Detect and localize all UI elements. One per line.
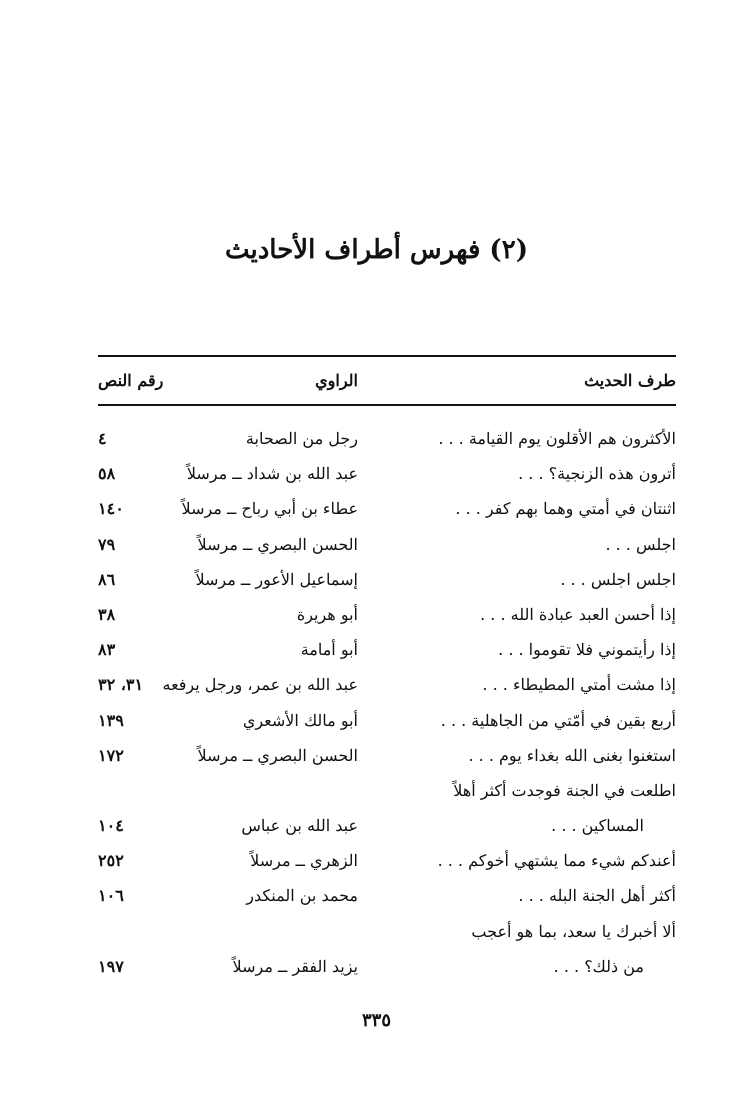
hadith-text: أكثر أهل الجنة البله . . . [518,886,676,906]
text-number: ١٠٤ [98,816,124,836]
table-row [98,421,676,456]
hadith-text: اجلس . . . [605,534,676,554]
table-header [98,364,676,398]
hadith-text-continuation: المساكين . . . [551,816,644,836]
hadith-text: استغنوا بغنى الله بغداء يوم . . . [468,745,676,765]
header-bottom-rule [98,404,676,406]
header-top-rule [98,355,676,357]
text-number: ١٤٠ [98,499,124,519]
hadith-text: أترون هذه الزنجية؟ . . . [518,464,676,484]
column-header-narrator: الراوي [315,371,358,390]
column-header-hadith: طرف الحديث [584,371,676,390]
table-row [98,597,676,632]
text-number: ٣١، ٣٢ [98,675,144,695]
text-number: ١٧٢ [98,745,124,765]
text-number: ٤ [98,429,107,448]
hadith-text: اثنتان في أمتي وهما بهم كفر . . . [455,499,676,519]
text-number: ١٣٩ [98,710,124,730]
text-number: ٨٦ [98,569,116,589]
hadith-text-continuation: من ذلك؟ . . . [553,956,644,976]
hadith-text: اطلعت في الجنة فوجدت أكثر أهلاً [453,780,676,800]
narrator: أبو أمامة [300,640,358,660]
hadith-text: أعندكم شيء مما يشتهي أخوكم . . . [437,851,676,871]
table-row [98,491,676,526]
text-number: ٢٥٢ [98,851,124,871]
narrator: الحسن البصري ــ مرسلاً [197,534,358,554]
narrator: أبو مالك الأشعري [242,710,358,730]
text-number: ١٠٦ [98,886,124,906]
narrator: عبد الله بن عمر، ورجل يرفعه [162,675,358,695]
narrator: أبو هريرة [296,604,358,624]
hadith-text: إذا مشت أمتي المطيطاء . . . [482,675,676,695]
table-row [98,527,676,562]
narrator: إسماعيل الأعور ــ مرسلاً [195,569,358,589]
text-number: ٨٣ [98,640,116,660]
page-title: (٢) فهرس أطراف الأحاديث [224,235,529,265]
narrator: الزهري ــ مرسلاً [250,851,358,871]
hadith-text: أربع بقين في أمّتي من الجاهلية . . . [440,710,676,730]
hadith-text: إذا رأيتموني فلا تقوموا . . . [498,640,676,660]
table-row [98,808,676,843]
hadith-text: إذا أحسن العبد عبادة الله . . . [480,604,676,624]
column-header-number: رقم النص [98,371,164,390]
page-number: ٣٣٥ [361,1010,391,1031]
text-number: ٣٨ [98,604,116,624]
table-row [98,632,676,667]
narrator: عبد الله بن شداد ــ مرسلاً [186,464,358,484]
hadith-text: الأكثرون هم الأقلون يوم القيامة . . . [438,429,676,448]
text-number: ٧٩ [98,534,116,554]
table-row [98,738,676,773]
narrator: عطاء بن أبي رباح ــ مرسلاً [181,499,358,519]
index-table [98,421,676,984]
narrator: عبد الله بن عباس [241,816,358,836]
table-row [98,562,676,597]
table-row [98,949,676,984]
table-row [98,667,676,702]
narrator: رجل من الصحابة [245,429,358,448]
hadith-text: ألا أخبرك يا سعد، بما هو أعجب [471,921,676,941]
narrator: الحسن البصري ــ مرسلاً [197,745,358,765]
table-row [98,773,676,808]
text-number: ١٩٧ [98,956,124,976]
table-row [98,703,676,738]
table-row [98,878,676,913]
table-row [98,843,676,878]
table-row [98,456,676,491]
table-row [98,914,676,949]
narrator: يزيد الفقر ــ مرسلاً [232,956,358,976]
narrator: محمد بن المنكدر [246,886,358,906]
text-number: ٥٨ [98,464,116,484]
hadith-text: اجلس اجلس . . . [560,569,676,589]
